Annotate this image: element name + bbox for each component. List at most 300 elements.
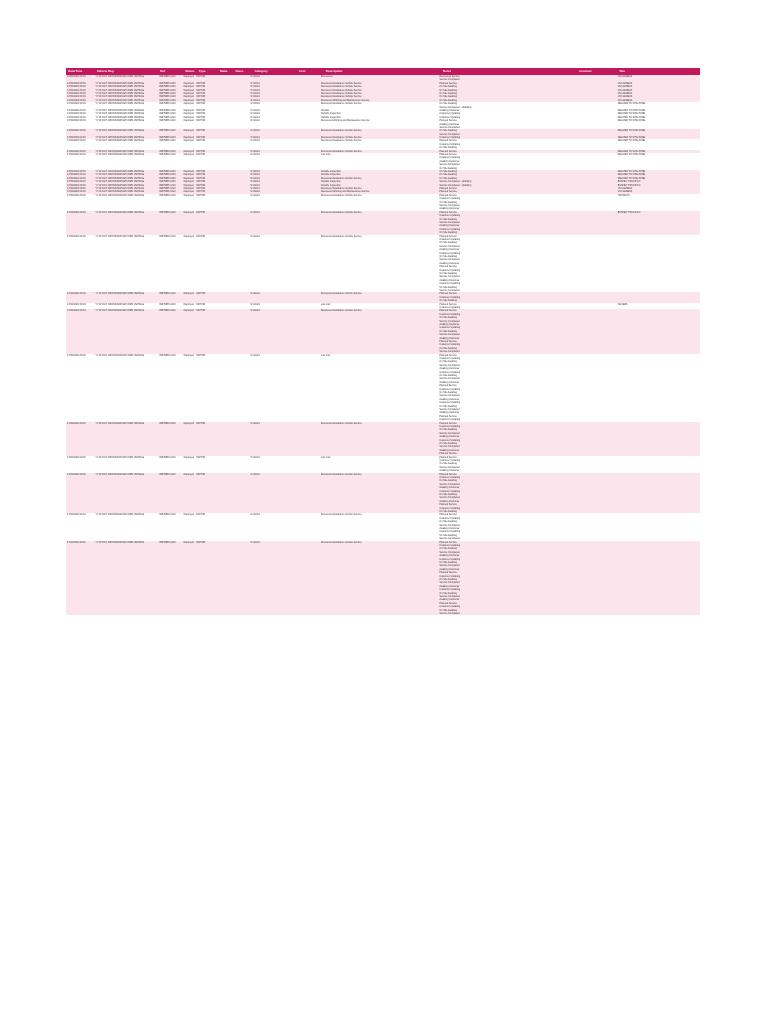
table-body [66, 75, 700, 615]
table-cell [216, 153, 231, 170]
note-line: Planned Service [439, 292, 457, 296]
table-cell: 17/02/2022 09:19 [67, 302, 86, 306]
note-line: On Site Awaiting [439, 299, 457, 303]
table-cell: L51 GENEVA [617, 81, 633, 85]
table-cell: MOTOR [196, 513, 206, 517]
note-line: On Site Awaiting [439, 217, 457, 221]
table-cell [216, 513, 231, 540]
table-cell: MOTOR [196, 183, 206, 187]
table-cell: 17/02/2022 09:19 [67, 81, 86, 85]
note-line: Awaiting Customer [439, 380, 460, 384]
note-line: Service Completed [439, 595, 460, 599]
note-line: Service Completed - Updating [439, 183, 472, 187]
table-cell [438, 292, 576, 302]
table-cell: S Oxford [250, 421, 260, 425]
table-cell: 3967MBS 1010 [159, 88, 176, 92]
table-row [66, 234, 700, 296]
table-cell: S Oxford [250, 139, 260, 143]
note-line: On Site Awaiting [439, 98, 457, 102]
note-line: On Site Awaiting [439, 479, 457, 483]
table-cell: 17/02/2022 09:19 [67, 91, 86, 95]
note-line: Awaiting Customer [439, 397, 460, 401]
table-cell [293, 75, 319, 82]
table-cell: Deployed [183, 187, 194, 191]
note-line: Planned Service [439, 452, 457, 456]
note-line: On Site Awaiting [439, 200, 457, 204]
table-cell [577, 292, 617, 302]
table-cell [438, 102, 576, 109]
table-cell: 17/02/2022 09:19 [67, 170, 86, 174]
note-line: Planned Service [439, 455, 457, 459]
table-cell [293, 513, 319, 540]
table-cell: Deployed [183, 149, 194, 153]
table-cell: Deployed [183, 183, 194, 187]
note-line: On Site Awaiting [439, 166, 457, 170]
table-cell [438, 513, 576, 540]
note-line: Service Completed [439, 244, 460, 248]
note-line: On Site Awaiting [439, 493, 457, 496]
table-cell [231, 102, 250, 109]
table-cell: 3967MBS 1010 [159, 513, 176, 517]
note-line: On Site Awaiting [439, 462, 457, 466]
note-line: Planned Service [439, 353, 457, 357]
table-cell [293, 473, 319, 514]
table-cell: S Oxford [250, 102, 260, 106]
note-line: Recovered Service [439, 75, 460, 78]
note-line: Customer Updating [439, 268, 461, 272]
table-cell [438, 456, 576, 473]
table-cell: MOTOR [196, 302, 206, 306]
note-line: Awaiting Customer [439, 248, 460, 252]
note-line: On Site Awaiting [439, 560, 457, 564]
note-line: On Site Awaiting [439, 533, 457, 537]
column-header: Make [219, 69, 228, 73]
table-cell: Outside Inspection [320, 112, 341, 116]
table-cell: S Oxford [250, 540, 260, 544]
table-cell: Recovered Assistance Vehicle Service [320, 136, 362, 140]
note-line: On Site Awaiting [439, 360, 457, 364]
table-cell: S Oxford [250, 187, 260, 191]
table-cell [216, 129, 231, 136]
note-line: Service Completed - Updating [439, 180, 472, 184]
table-cell: MOTOR [196, 292, 206, 296]
note-line: Customer Updating [439, 251, 461, 255]
table-cell [438, 129, 576, 136]
table-cell [577, 211, 617, 235]
table-cell: Deployed [183, 180, 194, 184]
table-cell: DELIVER TO SITE ZONE [617, 149, 646, 153]
table-cell: Recovered Assistance Vehicle Service [320, 85, 362, 89]
table-cell: YY19 OGT CROSSINGHAM FORD VEHICLE [95, 95, 145, 99]
table-cell: S Oxford [250, 309, 260, 313]
table-cell: 3967MBS 1010 [159, 170, 176, 174]
table-cell: 17/02/2022 09:19 [67, 129, 86, 133]
table-cell: BUSHEY TRUCKS D [617, 183, 641, 187]
note-line: Awaiting Customer [439, 278, 460, 282]
note-line: On Site Awaiting [439, 102, 457, 106]
table-cell [231, 211, 250, 235]
table-cell [617, 354, 700, 422]
table-cell: 17/02/2022 09:19 [67, 513, 86, 517]
table-cell [617, 292, 700, 302]
table-cell: YY19 OGT CROSSINGHAM FORD VEHICLE [95, 183, 145, 187]
table-cell: YY19 OGT CROSSINGHAM FORD VEHICLE [95, 119, 145, 123]
note-line: Service Completed [439, 275, 460, 279]
note-line: Customer Updating [439, 506, 461, 510]
note-line: Service Completed [439, 523, 460, 527]
table-cell: 17/02/2022 09:19 [67, 309, 86, 313]
table-cell: Recovered Assistance Vehicle Service [320, 88, 362, 92]
note-line: Planned Service [439, 472, 457, 476]
table-cell: MOTOR [196, 455, 206, 459]
note-line: Service Completed [439, 431, 460, 435]
table-cell: Deployed [183, 176, 194, 180]
note-line: Planned Service [439, 503, 457, 507]
note-line: Customer Updating [439, 370, 461, 374]
table-cell: Recovered Assistance Vehicle Service [320, 139, 362, 143]
table-cell: 3967MBS 1010 [159, 81, 176, 85]
table-cell [216, 235, 231, 293]
note-line: Customer Updating [439, 438, 461, 442]
table-cell [577, 139, 617, 149]
table-cell: 17/02/2022 09:19 [67, 187, 86, 191]
column-header: Site [619, 69, 625, 73]
table-cell: Deployed [183, 210, 194, 214]
table-cell: Recovered Assistance Vehicle Service [320, 234, 362, 238]
table-cell: 3967MBS 1010 [159, 129, 176, 133]
note-line: Planned Service [439, 414, 457, 418]
table-cell: L51 GENEVA [617, 187, 633, 191]
table-cell [577, 541, 617, 616]
table-cell: MOTOR [196, 98, 206, 102]
table-cell: YY19 OGT CROSSINGHAM FORD VEHICLE [95, 139, 145, 143]
table-cell: 3967MBS 1010 [159, 187, 176, 191]
table-cell: MOTOR [196, 176, 206, 180]
table-cell: S Oxford [250, 136, 260, 140]
table-cell: Low cost [320, 353, 331, 357]
note-line: Customer Updating [439, 227, 461, 231]
table-cell: 17/02/2022 09:19 [67, 108, 86, 112]
note-line: Service Completed [439, 564, 460, 568]
table-cell: MOTOR [196, 81, 206, 85]
table-cell: MOTOR [196, 75, 206, 78]
table-cell: S Oxford [250, 176, 260, 180]
table-cell: YY19 OGT CROSSINGHAM FORD VEHICLE [95, 292, 145, 296]
note-line: Planned Service [439, 153, 457, 157]
table-cell [231, 456, 250, 473]
table-cell: S Oxford [250, 119, 260, 123]
table-cell: YY19 OGT CROSSINGHAM FORD VEHICLE [95, 149, 145, 153]
note-line: Awaiting Customer [439, 323, 460, 326]
table-cell [231, 473, 250, 514]
table-cell: Outside [320, 108, 330, 112]
note-line: Customer Updating [439, 475, 461, 479]
table-cell: YY19 OGT CROSSINGHAM FORD VEHICLE [95, 81, 145, 85]
note-line: On Site Awaiting [439, 95, 457, 99]
table-cell [216, 422, 231, 456]
table-cell: MOTOR [196, 119, 206, 123]
table-cell: 17/02/2022 09:19 [67, 119, 86, 123]
table-cell: MOTOR [196, 88, 206, 92]
table-cell [577, 422, 617, 456]
table-cell: S Oxford [250, 292, 260, 296]
table-cell: 3967MBS 1010 [159, 173, 176, 177]
table-cell: Deployed [183, 153, 194, 157]
table-cell: 3967MBS 1010 [159, 153, 176, 157]
table-cell: Deployed [183, 190, 194, 194]
table-cell: L51 GENEVA [617, 98, 633, 102]
table-cell: YY19 OGT CROSSINGHAM FORD VEHICLE [95, 115, 145, 119]
table-cell [577, 303, 617, 310]
table-cell [231, 75, 250, 82]
table-cell [577, 119, 617, 129]
table-cell [293, 456, 319, 473]
table-cell [231, 303, 250, 310]
column-header: Vehicle Reg [96, 69, 114, 73]
table-cell: MOTOR [196, 91, 206, 95]
note-line: Service Completed [439, 258, 460, 262]
note-line: Service Completed [439, 350, 460, 354]
table-cell: Deployed [183, 95, 194, 99]
table-cell [438, 302, 576, 313]
table-cell: S Oxford [250, 513, 260, 517]
table-cell: 3967MBS 1010 [159, 190, 176, 194]
table-cell: YY19 OGT CROSSINGHAM FORD VEHICLE [95, 88, 145, 92]
table-cell: MOTOR [196, 210, 206, 214]
table-cell: 3967MBS 1010 [159, 234, 176, 238]
table-cell: Deployed [183, 108, 194, 112]
note-line: Planned Service [439, 193, 457, 197]
note-line: Customer Updating [439, 312, 461, 316]
column-header: Notes [442, 69, 452, 73]
note-line: Awaiting Customer [439, 336, 460, 340]
table-cell: Deployed [183, 119, 194, 123]
note-line: Customer Updating [439, 489, 461, 493]
note-line: On Site Awaiting [439, 520, 457, 524]
note-line: Customer Updating [439, 115, 461, 119]
note-line: Planned Service [439, 119, 457, 123]
table-cell: YY19 OGT CROSSINGHAM FORD VEHICLE [95, 187, 145, 191]
note-line: Service Completed [439, 482, 460, 486]
note-line: Customer Updating [439, 424, 461, 428]
column-header: Date/Time [68, 69, 83, 73]
table-cell [293, 153, 319, 170]
table-row [66, 139, 700, 149]
note-line: Planned Service [439, 302, 457, 306]
table-cell: MOTOR [196, 234, 206, 238]
table-cell: Deployed [183, 513, 194, 517]
spreadsheet [66, 68, 700, 615]
table-cell: S Oxford [250, 180, 260, 184]
table-cell: Recovered Working and Maintenance Service [320, 190, 370, 194]
table-cell: Low cost [320, 302, 331, 306]
column-header: Type [198, 69, 206, 73]
note-line: Service Completed [439, 394, 460, 398]
table-cell [577, 235, 617, 293]
table-cell [216, 354, 231, 422]
note-line: On Site Awaiting [439, 231, 457, 235]
table-cell: YY19 OGT CROSSINGHAM FORD VEHICLE [95, 129, 145, 133]
table-cell: 17/02/2022 09:19 [67, 112, 86, 116]
note-line: Service Completed [439, 496, 460, 500]
note-line: On Site Awaiting [439, 88, 457, 92]
column-header: Description [325, 69, 343, 73]
table-cell [216, 119, 231, 129]
table-cell: 17/02/2022 09:19 [67, 88, 86, 92]
table-cell: MOTOR [196, 170, 206, 174]
table-cell: S Oxford [250, 170, 260, 174]
table-cell [216, 292, 231, 302]
table-cell [293, 102, 319, 109]
table-cell: S Oxford [250, 112, 260, 116]
note-line: Service Completed [439, 408, 460, 412]
note-line: On Site Awaiting [439, 255, 457, 259]
table-cell: 17/02/2022 09:19 [67, 149, 86, 153]
table-cell: MOTOR [196, 180, 206, 184]
table-cell [617, 235, 700, 293]
table-cell [438, 194, 576, 211]
table-cell: 3967MBS 1010 [159, 119, 176, 123]
table-cell: Outside Inspection [320, 170, 341, 174]
note-line: Customer Updating [439, 418, 461, 422]
table-cell: Deployed [183, 115, 194, 119]
table-cell: Outside Inspection [320, 180, 341, 184]
table-cell [617, 422, 700, 456]
note-line: Customer Updating [439, 238, 461, 241]
note-line: Service Completed [439, 581, 460, 585]
table-cell [231, 139, 250, 149]
table-cell [438, 139, 576, 149]
table-cell: 17/02/2022 09:19 [67, 95, 86, 99]
note-line: On Site Awaiting [439, 329, 457, 333]
table-cell: S Oxford [250, 210, 260, 214]
table-cell: 3967MBS 1010 [159, 102, 176, 106]
note-line: Customer Updating [439, 557, 461, 561]
table-cell [438, 422, 576, 456]
table-cell [216, 194, 231, 211]
table-cell: YY19 OGT CROSSINGHAM FORD VEHICLE [95, 176, 145, 180]
table-cell: Recovered Assistance Vehicle Service [320, 421, 362, 425]
table-cell [438, 309, 576, 353]
table-cell: S Oxford [250, 149, 260, 153]
note-line: Planned Service [439, 149, 457, 153]
header-row [66, 68, 700, 75]
column-header: Contract [579, 69, 592, 73]
note-line: Service Completed [439, 363, 460, 367]
table-cell: YY19 OGT CROSSINGHAM FORD VEHICLE [95, 190, 145, 194]
table-cell [216, 309, 231, 353]
table-cell: MOTOR [196, 309, 206, 313]
table-cell: L51 GENEVA [617, 91, 633, 95]
table-cell: YY19 OGT CROSSINGHAM FORD VEHICLE [95, 112, 145, 116]
table-cell: Recovered [320, 75, 333, 78]
table-cell: S Oxford [250, 88, 260, 92]
note-line: Service Completed [439, 333, 460, 337]
table-cell: YY19 OGT CROSSINGHAM FORD VEHICLE [95, 153, 145, 157]
table-cell [438, 75, 576, 82]
table-cell: Deployed [183, 302, 194, 306]
note-line: Awaiting Customer [439, 567, 460, 571]
table-cell: 3967MBS 1010 [159, 455, 176, 459]
table-cell [438, 234, 576, 296]
table-cell: S Oxford [250, 81, 260, 85]
table-cell: 17/02/2022 09:19 [67, 115, 86, 119]
table-cell: 3967MBS 1010 [159, 176, 176, 180]
table-cell: MOTOR [196, 136, 206, 140]
table-cell: 3967MBS 1010 [159, 309, 176, 313]
table-cell: Recovered Assistance Vehicle Service [320, 540, 362, 544]
table-cell: S Oxford [250, 98, 260, 102]
column-header: Class [235, 69, 244, 73]
table-cell: 17/02/2022 09:19 [67, 183, 86, 187]
table-cell: MOTOR [196, 102, 206, 106]
table-cell: Recovered Assistance Vehicle Service [320, 472, 362, 476]
table-cell: Recovered Assistance Vehicle Service [320, 193, 362, 197]
table-cell: MOTOR [196, 129, 206, 133]
table-cell: Recovered Assistance Vehicle Service [320, 81, 362, 85]
table-cell: S Oxford [250, 455, 260, 459]
note-line: Service Completed [439, 289, 460, 293]
note-line: Planned Service [439, 210, 457, 214]
table-cell [617, 473, 700, 514]
table-cell: MOTOR [196, 421, 206, 425]
table-cell [293, 211, 319, 235]
note-line: Customer Updating [439, 136, 461, 140]
table-cell: Recovered Assistance Vehicle Service [320, 210, 362, 214]
table-cell: DELIVER TO SITE ZONE [617, 102, 646, 106]
table-cell [231, 153, 250, 170]
table-cell: Recovered Assistance Vehicle Service [320, 309, 362, 313]
table-row [66, 472, 700, 517]
table-cell [216, 139, 231, 149]
table-cell: 3967MBS 1010 [159, 540, 176, 544]
table-row [66, 211, 700, 235]
table-cell: 17/02/2022 09:19 [67, 176, 86, 180]
table-cell: DELIVER TO SITE ZONE [617, 153, 646, 157]
note-line: On Site Awaiting [439, 346, 457, 350]
table-cell [293, 129, 319, 136]
note-line: Customer Updating [439, 387, 461, 391]
table-cell: Deployed [183, 112, 194, 116]
note-line: On Site Awaiting [439, 374, 457, 377]
table-cell: YY19 OGT CROSSINGHAM FORD VEHICLE [95, 540, 145, 544]
table-cell: YY19 OGT CROSSINGHAM FORD VEHICLE [95, 472, 145, 476]
note-line: Planned Service [439, 384, 457, 388]
note-line: On Site Awaiting [439, 316, 457, 320]
note-line: Awaiting Customer [439, 411, 460, 415]
note-line: Awaiting Customer [439, 159, 460, 163]
table-cell: MOTOR [196, 153, 206, 157]
table-cell [577, 309, 617, 353]
note-line: Planned Service [439, 81, 457, 85]
table-cell: 17/02/2022 09:19 [67, 153, 86, 157]
table-cell [293, 292, 319, 302]
table-cell [438, 354, 576, 422]
table-cell: YY19 OGT CROSSINGHAM FORD VEHICLE [95, 421, 145, 425]
note-line: Planned Service [439, 139, 457, 143]
table-cell: DELIVER TO SITE ZONE [617, 176, 646, 180]
table-cell [438, 119, 576, 129]
note-line: On Site Awaiting [439, 129, 457, 133]
table-cell [216, 456, 231, 473]
table-cell: YY19 OGT CROSSINGHAM FORD VEHICLE [95, 108, 145, 112]
table-cell: 3967MBS 1010 [159, 139, 176, 143]
table-cell: 3967MBS 1010 [159, 302, 176, 306]
table-cell: MOTOR [196, 173, 206, 177]
note-line: On Site Awaiting [439, 547, 457, 551]
table-cell: 17/02/2022 09:19 [67, 421, 86, 425]
table-cell: 3967MBS 1010 [159, 112, 176, 116]
